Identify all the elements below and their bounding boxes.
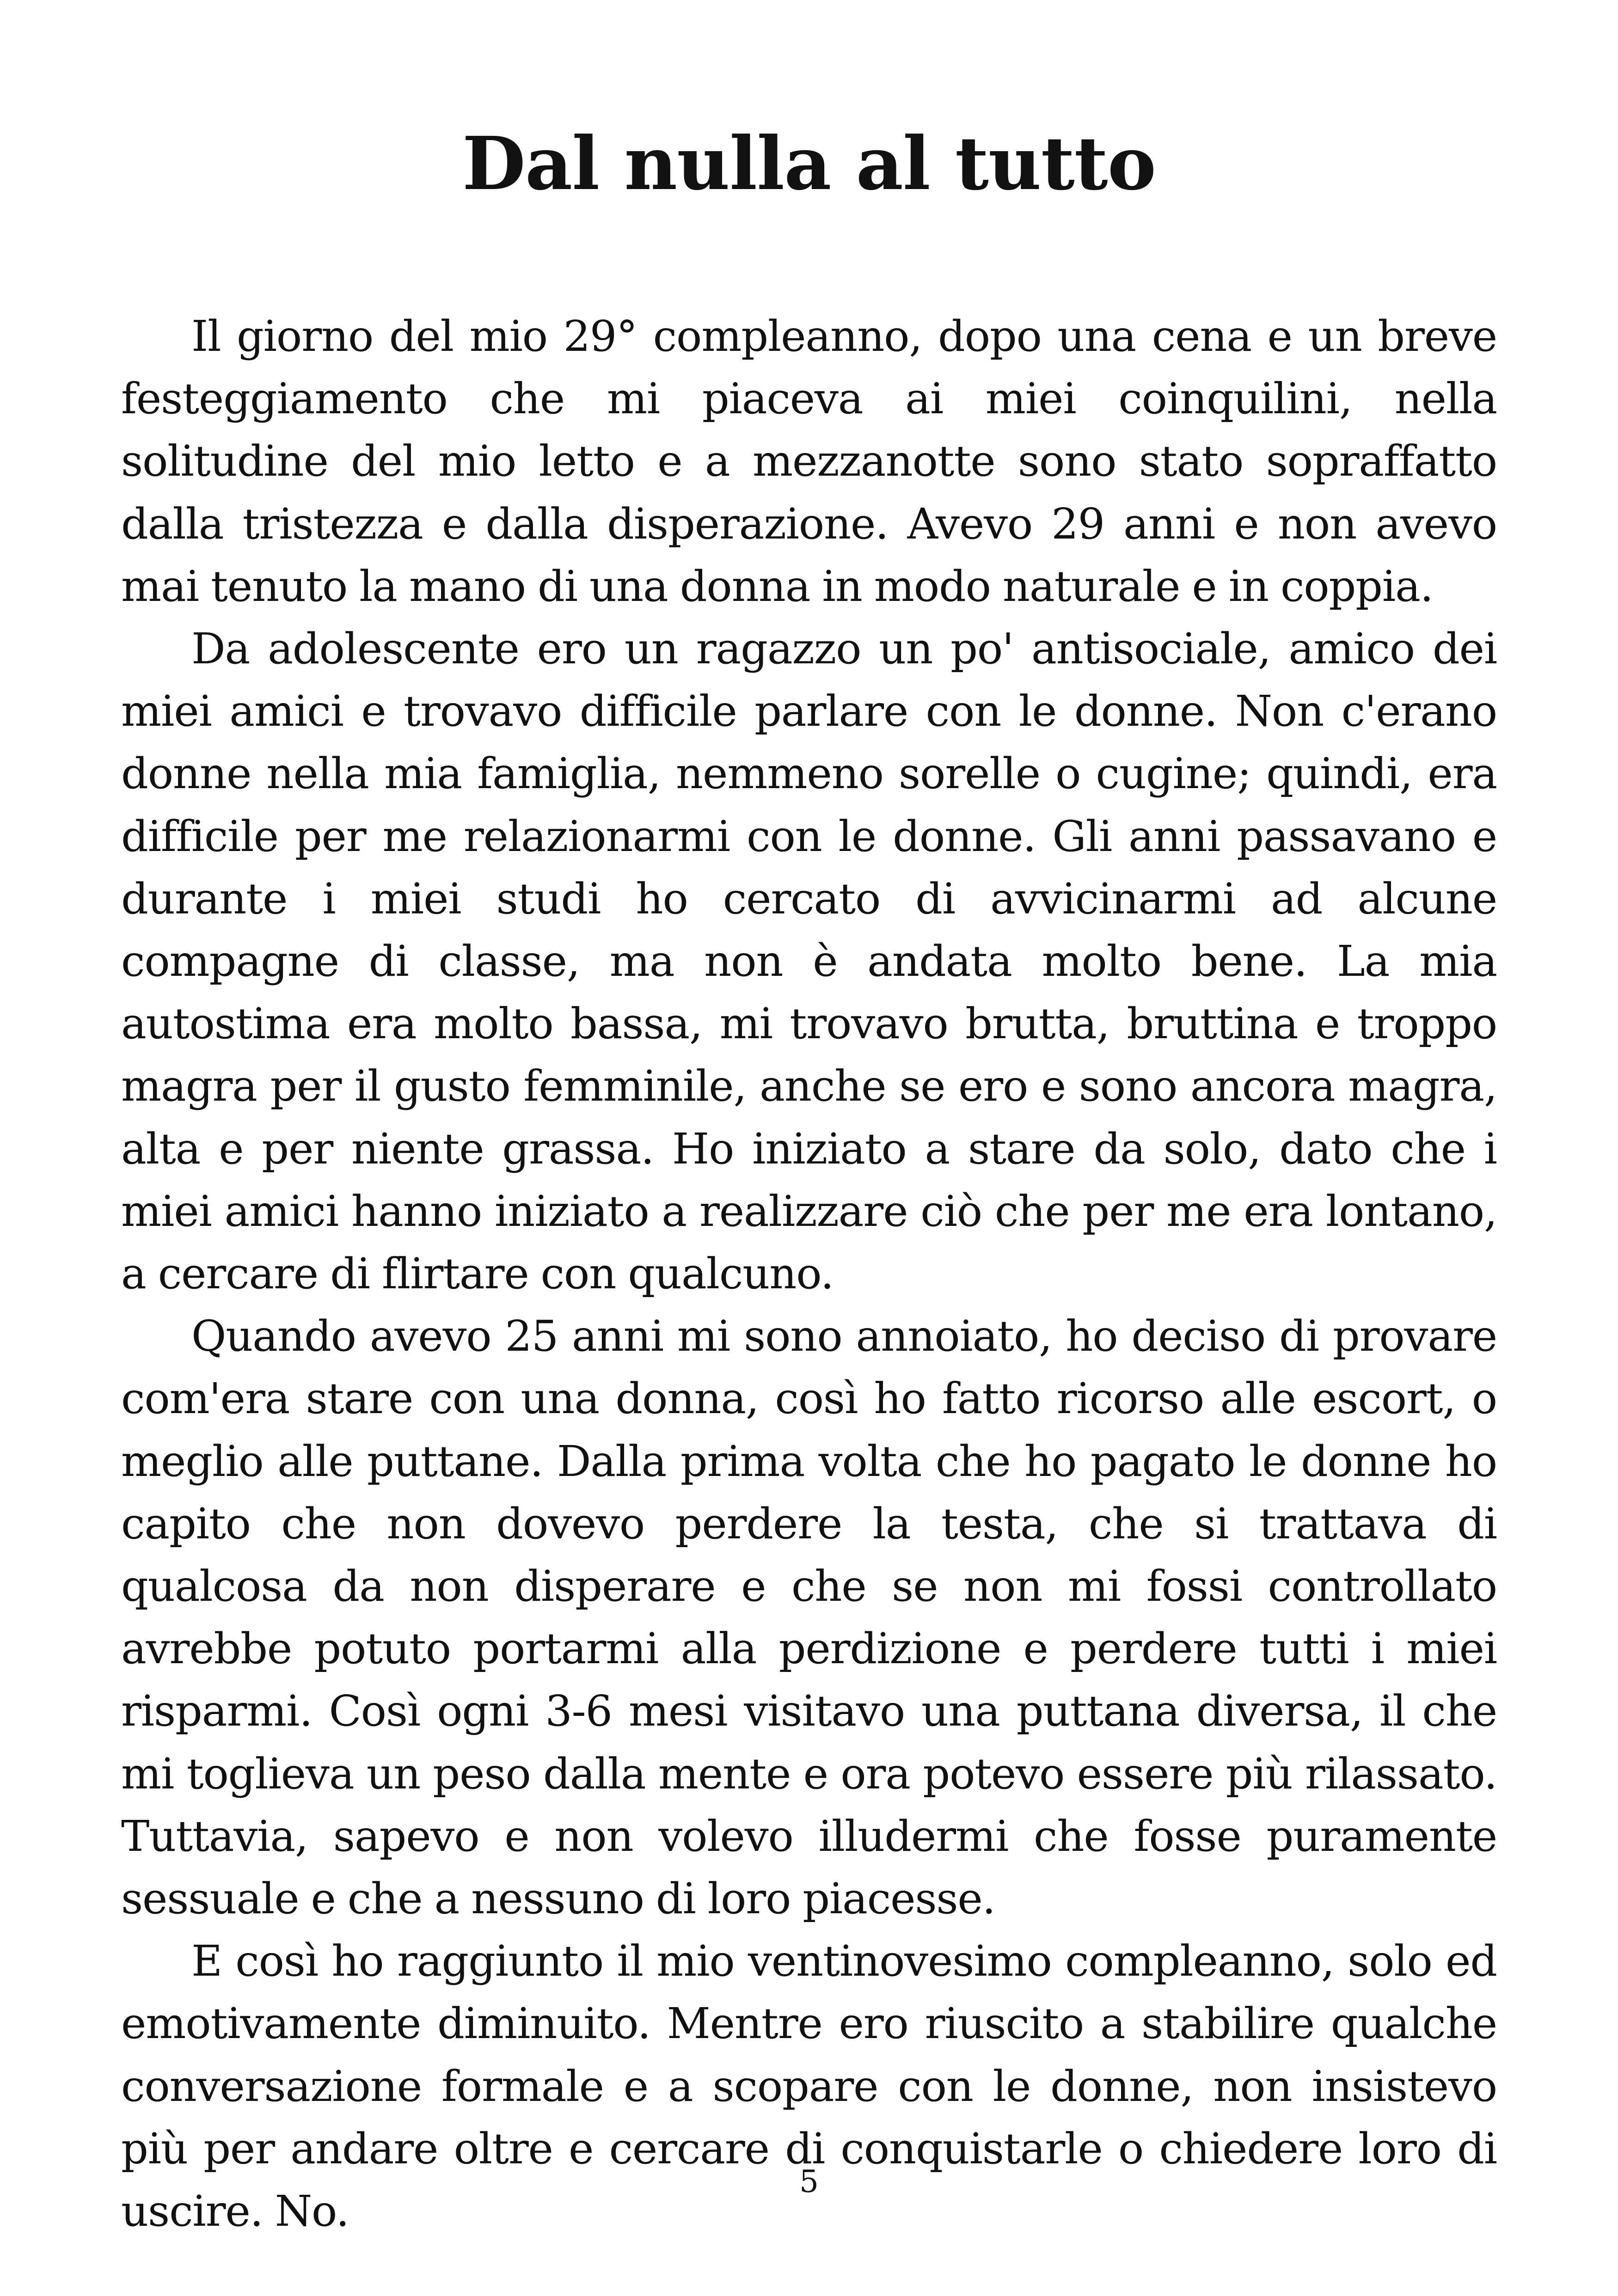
chapter-title: Dal nulla al tutto [462,121,1156,207]
paragraph-3: Quando avevo 25 anni mi sono annoiato, ho deciso di provare com'era stare con una donna, così ho fatto ricorso alle escort, o meglio alle puttane. Dalla prima volta che ho pagato le donne ho capito che non dovevo perdere la testa, che si trattava di qualcosa da non disperare e che se non mi fossi controllato avrebbe potuto portarmi alla perdizione e perdere tutti i miei risparmi. Così ogni 3-6 mesi visitavo una puttana diversa, il che mi toglieva un peso dalla mente e ora potevo essere più rilassato. Tuttavia, sapevo e non volevo illudermi che fosse puramente sessuale e che a nessuno di loro piacesse. [121,1311,1497,1924]
paragraph-4: E così ho raggiunto il mio ventinovesimo compleanno, solo ed emotivamente diminuito. Mentre ero riuscito a stabilire qualche conversazione formale e a scopare con le donne, non insistevo più per andare oltre e cercare di conquistarle o chiedere loro di uscire. No. [121,1936,1497,2236]
chapter-body [121,305,1497,2242]
paragraph-2: Da adolescente ero un ragazzo un po' antisociale, amico dei miei amici e trovavo difficile parlare con le donne. Non c'erano donne nella mia famiglia, nemmeno sorelle o cugine; quindi, era difficile per me relazionarmi con le donne. Gli anni passavano e durante i miei studi ho cercato di avvicinarmi ad alcune compagne di classe, ma non è andata molto bene. La mia autostima era molto bassa, mi trovavo brutta, bruttina e troppo magra per il gusto femminile, anche se ero e sono ancora magra, alta e per niente grassa. Ho iniziato a stare da solo, dato che i miei amici hanno iniziato a realizzare ciò che per me era lontano, a cercare di flirtare con qualcuno. [121,624,1497,1299]
paragraph-1: Il giorno del mio 29° compleanno, dopo una cena e un breve festeggiamento che mi piaceva ai miei coinquilini, nella solitudine del mio letto e a mezzanotte sono stato sopraffatto dalla tristezza e dalla disperazione. Avevo 29 anni e non avevo mai tenuto la mano di una donna in modo naturale e in coppia. [121,312,1497,611]
page-number: 5 [799,2164,819,2199]
